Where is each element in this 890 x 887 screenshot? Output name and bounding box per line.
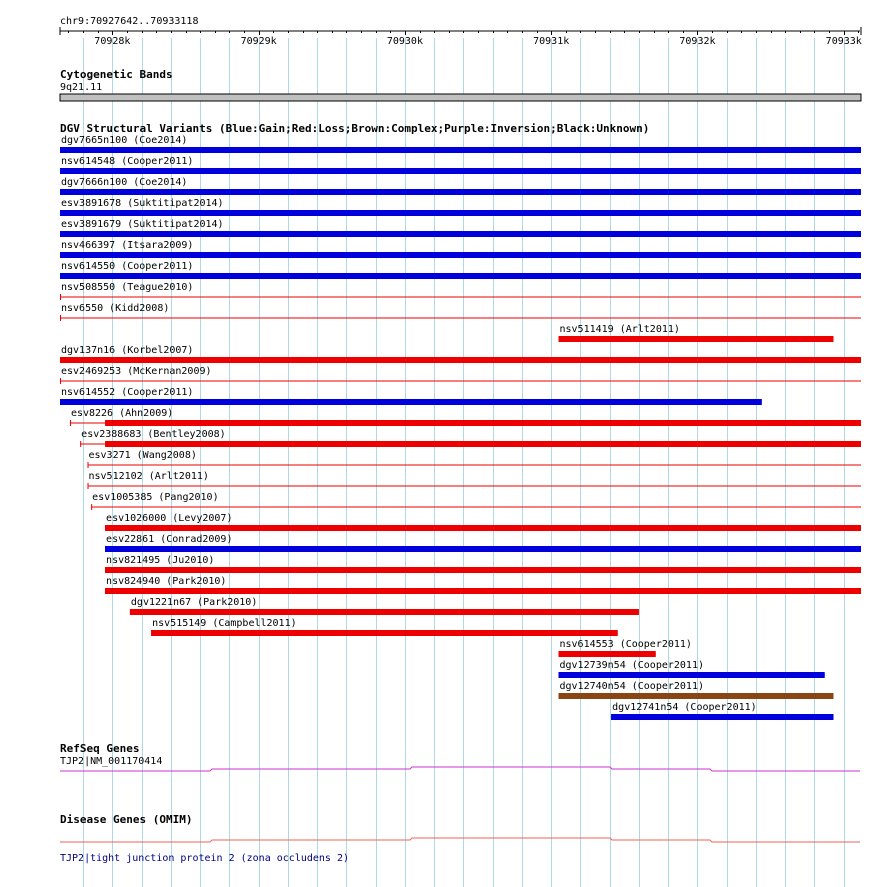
dgv-variant-row[interactable] — [130, 597, 639, 615]
dgv-variant-row[interactable] — [611, 702, 833, 720]
dgv-variant-label: esv1026000 (Levy2007) — [106, 513, 233, 524]
omim-gene-feature[interactable] — [60, 838, 860, 842]
dgv-variant-row[interactable] — [60, 282, 861, 300]
dgv-variant-row[interactable] — [105, 555, 861, 573]
dgv-variant-label: dgv12741n54 (Cooper2011) — [612, 702, 757, 713]
dgv-variant-bar[interactable] — [559, 651, 656, 657]
dgv-variant-label: dgv7666n100 (Coe2014) — [61, 177, 188, 188]
omim-track — [60, 813, 860, 864]
ruler-tick-label: 70932k — [679, 36, 716, 47]
dgv-variant-row[interactable] — [105, 534, 861, 552]
dgv-variant-row[interactable] — [60, 240, 861, 258]
dgv-variant-bar[interactable] — [60, 189, 861, 195]
dgv-variant-row[interactable] — [80, 429, 861, 447]
dgv-title: DGV Structural Variants (Blue:Gain;Red:Loss;Brown:Complex;Purple:Inversion;Black:Unknown) — [60, 122, 650, 135]
dgv-variant-bar[interactable] — [559, 336, 834, 342]
grid-lines — [84, 38, 845, 887]
dgv-variant-label: dgv7665n100 (Coe2014) — [61, 135, 188, 146]
ruler-tick-label: 70931k — [533, 36, 570, 47]
dgv-variant-row[interactable] — [60, 156, 861, 174]
dgv-variant-bar[interactable] — [60, 273, 861, 279]
dgv-variant-bar[interactable] — [60, 147, 861, 153]
dgv-variant-bar[interactable] — [60, 231, 861, 237]
dgv-variant-label: dgv12740n54 (Cooper2011) — [559, 681, 705, 692]
dgv-variant-label: nsv821495 (Ju2010) — [106, 555, 215, 566]
dgv-variant-bar[interactable] — [559, 693, 834, 699]
dgv-variant-label: esv22861 (Conrad2009) — [106, 534, 233, 545]
dgv-variant-label: nsv614548 (Cooper2011) — [61, 156, 194, 167]
dgv-variant-label: nsv6550 (Kidd2008) — [61, 303, 170, 314]
dgv-variant-bar[interactable] — [611, 714, 833, 720]
dgv-variant-bar[interactable] — [105, 588, 861, 594]
dgv-variant-row[interactable] — [70, 408, 861, 426]
dgv-variant-label: esv3891679 (Suktitipat2014) — [61, 219, 224, 230]
ruler-ticks — [60, 27, 862, 47]
dgv-variant-row[interactable] — [87, 450, 861, 468]
omim-title: Disease Genes (OMIM) — [60, 813, 193, 826]
dgv-variant-label: esv1005385 (Pang2010) — [92, 492, 219, 503]
dgv-variant-row[interactable] — [87, 471, 861, 489]
region-label: chr9:70927642..70933118 — [60, 16, 199, 27]
ruler-tick-label: 70928k — [94, 36, 131, 47]
dgv-variant-row[interactable] — [559, 660, 825, 678]
dgv-variant-bar[interactable] — [60, 357, 861, 363]
refseq-track — [60, 742, 860, 771]
ruler-tick-label: 70929k — [240, 36, 277, 47]
refseq-gene-label: TJP2|NM_001170414 — [60, 756, 163, 767]
ruler-tick-label: 70933k — [825, 36, 862, 47]
cytoband-band-label: 9q21.11 — [60, 82, 103, 93]
dgv-variant-label: nsv512102 (Arlt2011) — [88, 471, 209, 482]
dgv-variant-row[interactable] — [91, 492, 861, 510]
dgv-variant-row[interactable] — [60, 303, 861, 321]
dgv-variant-label: nsv614550 (Cooper2011) — [61, 261, 194, 272]
dgv-variant-row[interactable] — [105, 576, 861, 594]
dgv-variant-row[interactable] — [60, 366, 861, 384]
dgv-variant-row[interactable] — [60, 345, 861, 363]
dgv-variant-label: nsv824940 (Park2010) — [106, 576, 227, 587]
dgv-variant-label: esv3271 (Wang2008) — [88, 450, 197, 461]
ruler-tick-label: 70930k — [386, 36, 423, 47]
dgv-variant-label: nsv466397 (Itsara2009) — [61, 240, 194, 251]
dgv-variant-label: esv3891678 (Suktitipat2014) — [61, 198, 224, 209]
dgv-variant-label: nsv614553 (Cooper2011) — [559, 639, 692, 650]
dgv-track — [60, 122, 861, 720]
dgv-variant-bar[interactable] — [130, 609, 639, 615]
dgv-variant-label: nsv511419 (Arlt2011) — [559, 324, 680, 335]
dgv-variant-bar[interactable] — [105, 420, 861, 426]
dgv-variant-row[interactable] — [105, 513, 861, 531]
dgv-variant-row[interactable] — [559, 639, 692, 657]
dgv-variant-bar[interactable] — [105, 441, 861, 447]
dgv-variant-label: esv2388683 (Bentley2008) — [81, 429, 226, 440]
refseq-title: RefSeq Genes — [60, 742, 140, 755]
dgv-variant-row[interactable] — [151, 618, 618, 636]
cytoband-bar[interactable] — [60, 94, 861, 101]
dgv-variant-label: esv2469253 (McKernan2009) — [61, 366, 212, 377]
dgv-variant-row[interactable] — [60, 219, 861, 237]
cytoband-title: Cytogenetic Bands — [60, 68, 173, 81]
refseq-gene-feature[interactable] — [60, 767, 860, 771]
dgv-variant-label: dgv1221n67 (Park2010) — [130, 597, 258, 608]
dgv-variant-row[interactable] — [60, 177, 861, 195]
dgv-variant-label: nsv508550 (Teague2010) — [61, 282, 194, 293]
omim-gene-label[interactable]: TJP2|tight junction protein 2 (zona occludens 2) — [60, 853, 349, 864]
dgv-variant-label: nsv515149 (Campbell2011) — [152, 618, 297, 629]
dgv-variant-row[interactable] — [60, 198, 861, 216]
dgv-variant-bar[interactable] — [105, 525, 861, 531]
dgv-variant-row[interactable] — [60, 135, 861, 153]
dgv-variants — [60, 135, 861, 720]
dgv-variant-row[interactable] — [559, 324, 834, 342]
dgv-variant-bar[interactable] — [60, 252, 861, 258]
dgv-variant-bar[interactable] — [151, 630, 618, 636]
dgv-variant-row[interactable] — [60, 387, 762, 405]
dgv-variant-label: esv8226 (Ahn2009) — [70, 408, 174, 419]
dgv-variant-bar[interactable] — [60, 210, 861, 216]
dgv-variant-bar[interactable] — [559, 672, 825, 678]
dgv-variant-bar[interactable] — [60, 399, 762, 405]
ruler-track — [60, 16, 862, 47]
cytoband-track — [60, 68, 861, 101]
dgv-variant-row[interactable] — [60, 261, 861, 279]
dgv-variant-row[interactable] — [559, 681, 834, 699]
dgv-variant-bar[interactable] — [60, 168, 861, 174]
dgv-variant-bar[interactable] — [105, 546, 861, 552]
dgv-variant-label: dgv12739n54 (Cooper2011) — [559, 660, 705, 671]
dgv-variant-label: nsv614552 (Cooper2011) — [61, 387, 194, 398]
dgv-variant-label: dgv137n16 (Korbel2007) — [61, 345, 194, 356]
dgv-variant-bar[interactable] — [105, 567, 861, 573]
